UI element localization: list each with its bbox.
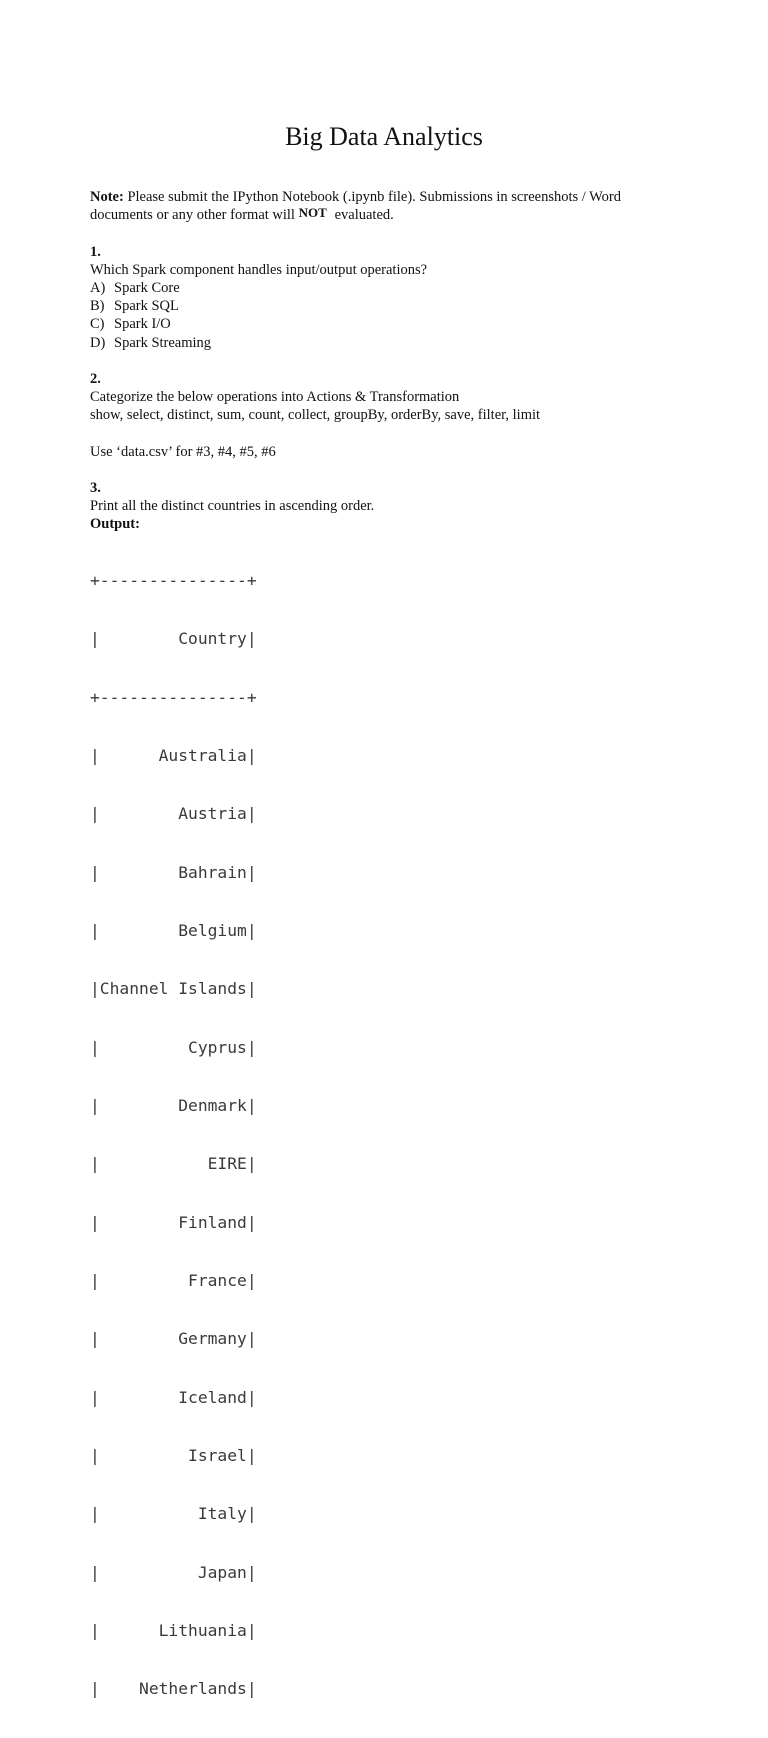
question-2-detail: show, select, distinct, sum, count, collect, groupBy, orderBy, save, filter, limit (90, 407, 541, 424)
question-3-prompt: Print all the distinct countries in ascending order. (90, 498, 375, 515)
question-1-prompt: Which Spark component handles input/output operations? (90, 261, 428, 278)
question-3-number: 3. (90, 480, 101, 496)
table-row: | Iceland| (90, 1387, 257, 1407)
option-letter: D) (90, 334, 106, 351)
note-text-2: documents or any other format will (90, 207, 299, 224)
data-file-note: Use ‘data.csv’ for #3, #4, #5, #6 (90, 443, 276, 460)
option-text: Spark I/O (114, 316, 171, 333)
question-1-option-c (90, 315, 690, 333)
document-body (90, 188, 690, 534)
table-row: | Bahrain| (90, 862, 257, 882)
question-1-number: 1. (90, 243, 101, 260)
table-row: | France| (90, 1271, 257, 1291)
question-1-option-d (90, 334, 690, 352)
table-border-mid: +---------------+ (90, 687, 257, 707)
table-row: | Belgium| (90, 920, 257, 940)
question-1-option-a (90, 279, 690, 297)
note-line-1 (90, 188, 690, 206)
table-row: | Lithuania| (90, 1621, 257, 1641)
option-letter: C) (90, 316, 105, 333)
question-2-number: 2. (90, 370, 101, 387)
table-border-top: +---------------+ (90, 570, 257, 590)
table-header: | Country| (90, 629, 257, 649)
option-text: Spark Core (114, 279, 180, 296)
option-letter: B) (90, 298, 105, 315)
table-row: | EIRE| (90, 1154, 257, 1174)
table-row: | Germany| (90, 1329, 257, 1349)
question-2-prompt: Categorize the below operations into Actions & Transformation (90, 389, 460, 406)
table-row: |Channel Islands| (90, 979, 257, 999)
note-label: Note: (90, 189, 124, 205)
table-row: | Italy| (90, 1504, 257, 1524)
note-text-1: Please submit the IPython Notebook (.ipynb file). Submissions in screenshots / Word (123, 189, 621, 205)
option-text: Spark Streaming (114, 334, 212, 351)
table-row: | Israel| (90, 1446, 257, 1466)
option-letter: A) (90, 279, 106, 296)
question-1-option-b (90, 297, 690, 315)
table-row: | Japan| (90, 1562, 257, 1582)
note-line-2: documents or any other format will NOT evaluated. (90, 205, 394, 224)
table-row: | Cyprus| (90, 1037, 257, 1057)
table-row: | Finland| (90, 1212, 257, 1232)
table-row: | Australia| (90, 745, 257, 765)
page-title: Big Data Analytics (285, 122, 483, 151)
table-row: | Austria| (90, 804, 257, 824)
option-text: Spark SQL (114, 298, 179, 315)
table-row: | Denmark| (90, 1096, 257, 1115)
output-table (90, 532, 257, 1738)
output-label: Output: (90, 516, 140, 533)
note-text-3: evaluated. (334, 207, 394, 224)
table-row: | Netherlands| (90, 1679, 257, 1699)
